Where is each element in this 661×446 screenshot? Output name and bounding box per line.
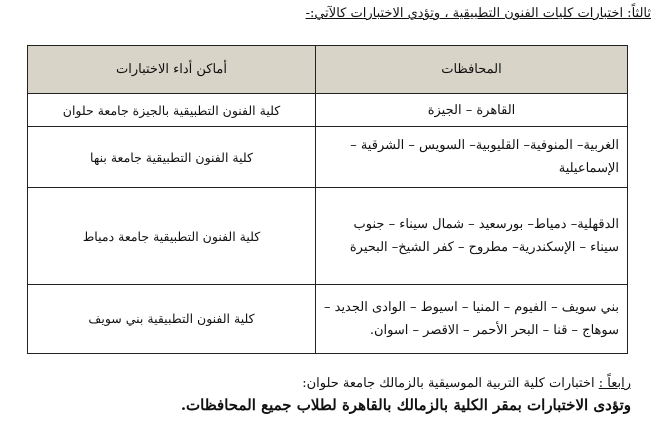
table-header-row [28, 46, 628, 94]
section-four-title: اختبارات كلية التربية الموسيقية بالزمالك جامعة حلوان: [302, 376, 595, 391]
exam-locations-table [27, 45, 628, 354]
governorates-cell: الدقهلية– دمياط– بورسعيد – شمال سيناء – جنوب سيناء – الإسكندرية– مطروح – كفر الشيخ– البحيرة [316, 188, 628, 285]
header-venues: أماكن أداء الاختبارات [28, 46, 316, 94]
section-three-heading: ثالثاً: اختبارات كليات الفنون التطبيقية ، وتؤدي الاختبارات كالآتي:- [305, 6, 651, 21]
governorates-cell: القاهرة – الجيزة [316, 93, 628, 127]
section-four-label: رابعاً : [598, 376, 631, 391]
section-four-heading [10, 376, 631, 391]
venue-cell: كلية الفنون التطبيقية جامعة دمياط [28, 188, 316, 285]
section-four-note: وتؤدى الاختبارات بمقر الكلية بالزمالك بالقاهرة لطلاب جميع المحافظات. [180, 396, 631, 414]
header-governorates: المحافظات [316, 46, 628, 94]
table-row [28, 188, 628, 285]
venue-cell: كلية الفنون التطبيقية بني سويف [28, 284, 316, 353]
table-row [28, 127, 628, 188]
table-row [28, 284, 628, 353]
governorates-cell: الغربية– المنوفية– القليوبية– السويس – الشرقية – الإسماعيلية [316, 127, 628, 188]
venue-cell: كلية الفنون التطبيقية جامعة بنها [28, 127, 316, 188]
venue-cell: كلية الفنون التطبيقية بالجيزة جامعة حلوان [28, 93, 316, 127]
governorates-cell: بني سويف – الفيوم – المنيا – اسيوط – الوادى الجديد – سوهاج – قنا – البحر الأحمر – الاقصر – اسوان. [316, 284, 628, 353]
table-row [28, 93, 628, 127]
